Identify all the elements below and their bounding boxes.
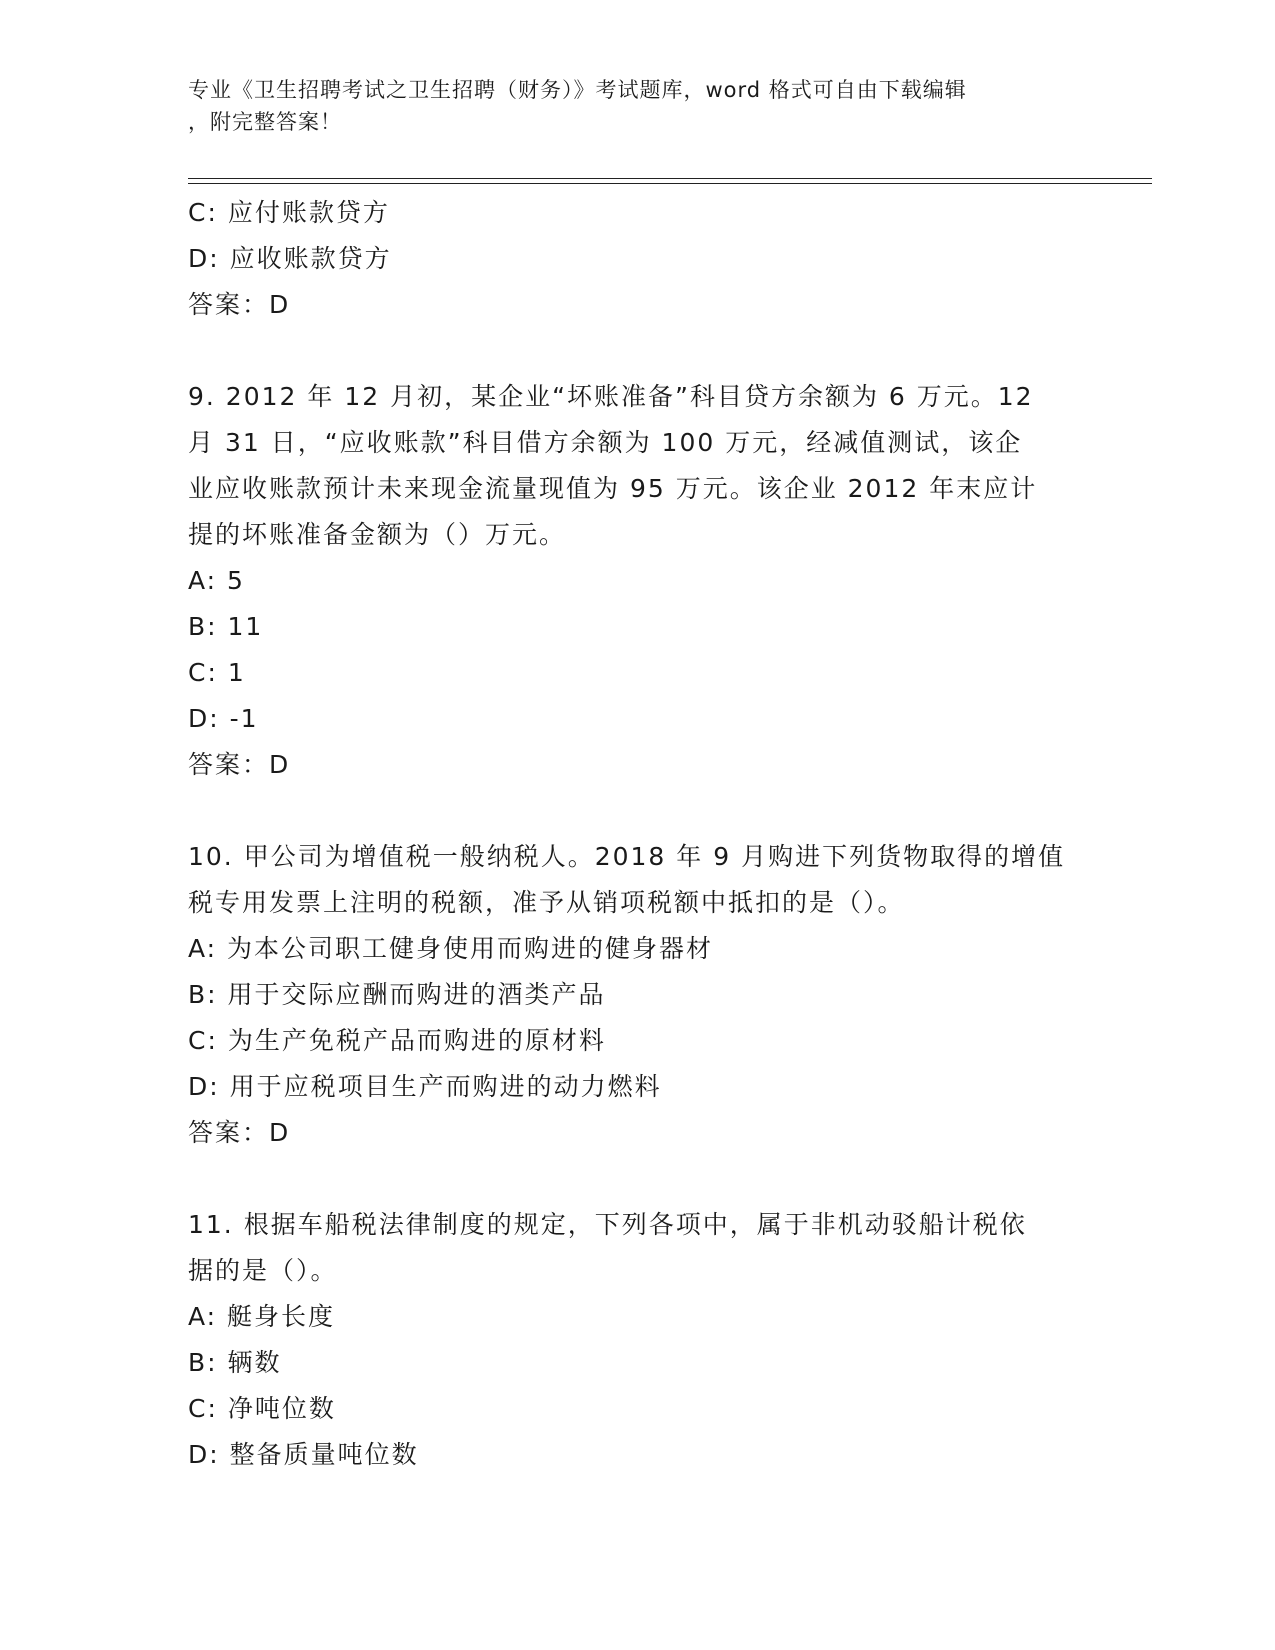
option-c: C: 1: [188, 658, 246, 687]
document-header: [188, 74, 1088, 138]
header-rule-top: [188, 178, 1152, 179]
question-text-line: 提的坏账准备金额为（）万元。: [188, 520, 567, 549]
question-text-line: 税专用发票上注明的税额，准予从销项税额中抵扣的是（）。: [188, 888, 905, 917]
answer: 答案：D: [188, 1118, 291, 1147]
question-text-line: 据的是（）。: [188, 1256, 338, 1285]
question-text-line: 业应收账款预计未来现金流量现值为 95 万元。该企业 2012 年末应计: [188, 474, 1038, 503]
header-rule-bottom: [188, 183, 1152, 184]
option-d: D: -1: [188, 704, 259, 733]
option-c: C: 净吨位数: [188, 1394, 336, 1423]
option-d: D: 用于应税项目生产而购进的动力燃料: [188, 1072, 662, 1101]
option-b: B: 11: [188, 612, 264, 641]
question-text-line: 10. 甲公司为增值税一般纳税人。2018 年 9 月购进下列货物取得的增值: [188, 842, 1066, 871]
prev-question: [188, 190, 1088, 328]
option-a: A: 5: [188, 566, 245, 595]
option-d: D: 应收账款贷方: [188, 244, 392, 273]
option-a: A: 为本公司职工健身使用而购进的健身器材: [188, 934, 714, 963]
header-line-2: ，附完整答案！: [188, 110, 342, 134]
answer: 答案：D: [188, 290, 291, 319]
spacer: [188, 1156, 1088, 1202]
question-text-line: 9. 2012 年 12 月初，某企业“坏账准备”科目贷方余额为 6 万元。12: [188, 382, 1034, 411]
option-a: A: 艇身长度: [188, 1302, 336, 1331]
question-9: [188, 374, 1088, 788]
option-c: C: 为生产免税产品而购进的原材料: [188, 1026, 606, 1055]
option-b: B: 用于交际应酬而购进的酒类产品: [188, 980, 606, 1009]
question-text-line: 11. 根据车船税法律制度的规定，下列各项中，属于非机动驳船计税依: [188, 1210, 1027, 1239]
spacer: [188, 788, 1088, 834]
option-c: C: 应付账款贷方: [188, 198, 390, 227]
header-line-1: 专业《卫生招聘考试之卫生招聘（财务）》考试题库，word 格式可自由下载编辑: [188, 78, 967, 102]
spacer: [188, 328, 1088, 374]
question-text-line: 月 31 日，“应收账款”科目借方余额为 100 万元，经减值测试，该企: [188, 428, 1023, 457]
question-content: [188, 190, 1088, 1478]
option-b: B: 辆数: [188, 1348, 282, 1377]
option-d: D: 整备质量吨位数: [188, 1440, 419, 1469]
question-10: [188, 834, 1088, 1156]
answer: 答案：D: [188, 750, 291, 779]
question-11: [188, 1202, 1088, 1478]
